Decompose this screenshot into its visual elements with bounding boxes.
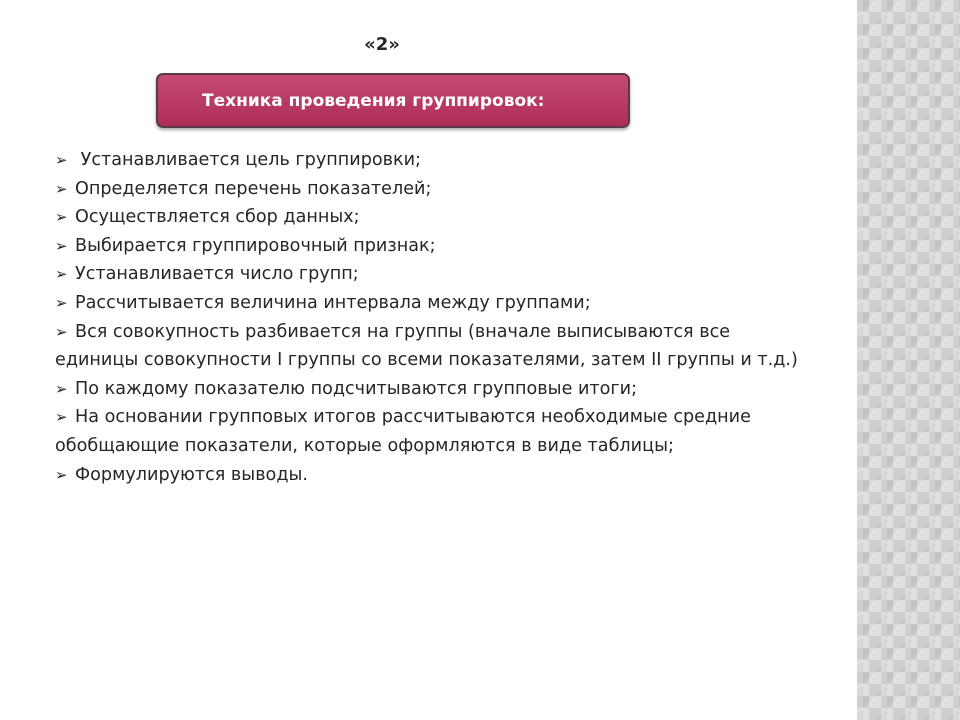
list-item — [55, 232, 815, 261]
list-item-text: Формулируются выводы. — [75, 464, 308, 485]
list-item — [55, 289, 815, 318]
arrowhead-bullet-icon: ➢ — [55, 179, 68, 198]
arrowhead-bullet-icon: ➢ — [55, 322, 68, 341]
list-item-text: Рассчитывается величина интервала между группами; — [75, 292, 591, 313]
list-item — [55, 203, 815, 232]
list-item-text: Устанавливается цель группировки; — [75, 150, 421, 170]
list-item — [55, 175, 815, 204]
arrowhead-bullet-icon: ➢ — [55, 408, 68, 427]
decorative-pattern-strip — [857, 0, 960, 720]
slide-number: «2» — [364, 34, 400, 55]
list-item — [55, 146, 815, 175]
bullet-list — [55, 146, 815, 489]
arrowhead-bullet-icon: ➢ — [55, 151, 68, 169]
arrowhead-bullet-icon: ➢ — [55, 208, 68, 227]
banner-title: Техника проведения группировок: — [202, 91, 545, 111]
list-item-text: Осуществляется сбор данных; — [75, 207, 360, 228]
list-item — [55, 318, 815, 375]
arrowhead-bullet-icon: ➢ — [55, 236, 68, 255]
list-item — [55, 403, 815, 460]
list-item-text: По каждому показателю подсчитываются групповые итоги; — [75, 378, 638, 399]
arrowhead-bullet-icon: ➢ — [55, 379, 68, 398]
arrowhead-bullet-icon: ➢ — [55, 265, 68, 284]
arrowhead-bullet-icon: ➢ — [55, 293, 68, 312]
list-item-text: Определяется перечень показателей; — [75, 178, 432, 199]
arrowhead-bullet-icon: ➢ — [55, 465, 68, 484]
list-item — [55, 260, 815, 289]
title-banner — [156, 73, 630, 128]
list-item-text: На основании групповых итогов рассчитываются необходимые средние обобщающие показатели, которые оформляются в виде таблицы; — [55, 407, 751, 456]
list-item-text: Выбирается группировочный признак; — [75, 235, 436, 256]
list-item-text: Вся совокупность разбивается на группы (вначале выписываются все единицы совокупности I группы со всеми показателями, затем II группы и т.д.) — [55, 321, 798, 371]
list-item-text: Устанавливается число групп; — [75, 264, 359, 285]
list-item — [55, 461, 815, 490]
list-item — [55, 375, 815, 404]
